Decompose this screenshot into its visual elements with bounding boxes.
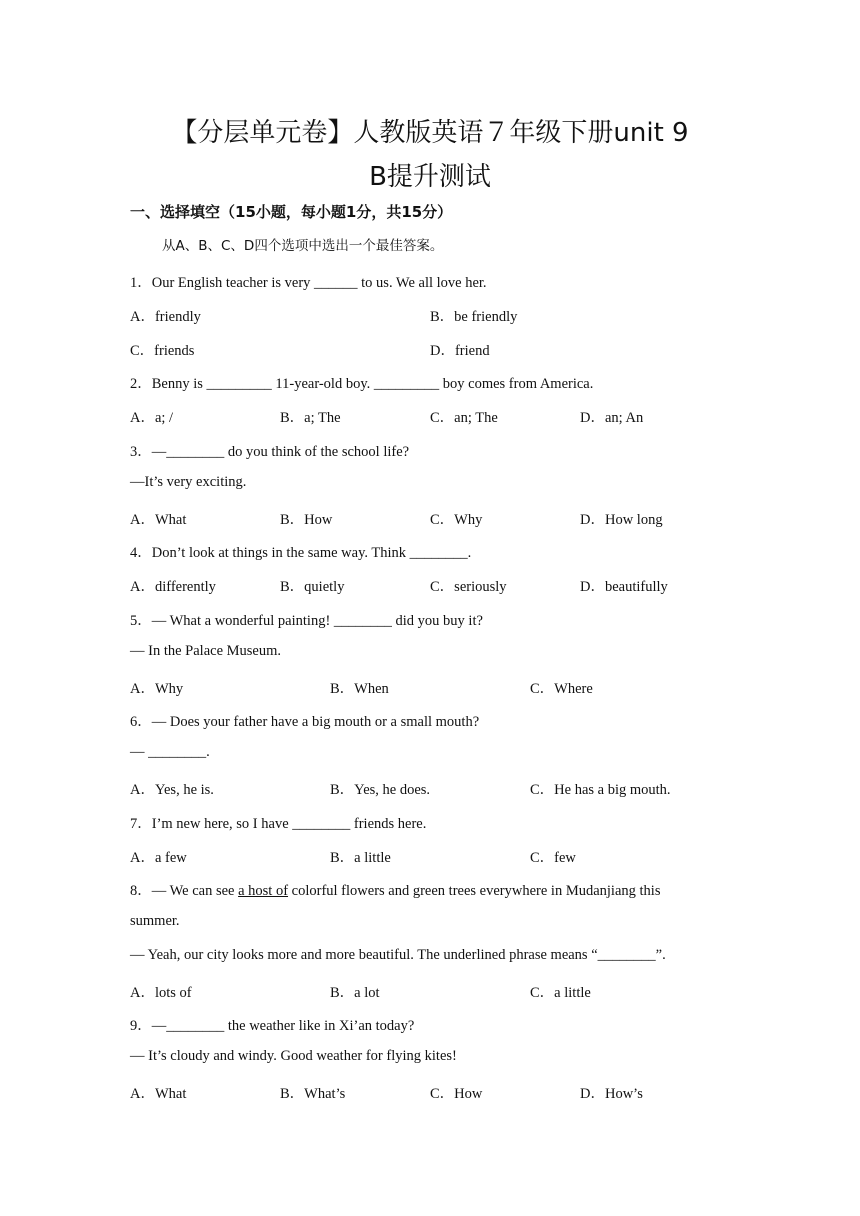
question-9-option-b: B．What’s: [280, 1086, 346, 1102]
question-5-reply: — In the Palace Museum.: [130, 643, 282, 659]
question-8-option-c: C．a little: [530, 985, 591, 1001]
question-6-option-b: B．Yes, he does.: [330, 782, 431, 798]
question-3-reply: —It’s very exciting.: [130, 474, 247, 490]
question-5-option-b: B．When: [330, 681, 389, 697]
question-6-reply: — ________.: [130, 744, 210, 760]
question-6-stem: 6．— Does your father have a big mouth or a small mouth?: [130, 714, 480, 730]
question-4-option-a: A．differently: [130, 579, 216, 595]
question-7-option-a: A．a few: [130, 850, 187, 866]
question-3-option-c: C．Why: [430, 512, 483, 528]
question-1-stem: 1．Our English teacher is very ______ to us. We all love her.: [130, 275, 487, 291]
title-line-2: B提升测试: [369, 162, 491, 192]
question-3-option-a: A．What: [130, 512, 187, 528]
title-line-1: 【分层单元卷】人教版英语７年级下册unit 9: [171, 118, 689, 148]
question-3-option-d: D．How long: [580, 512, 663, 528]
question-4-option-d: D．beautifully: [580, 579, 668, 595]
question-7-stem: 7．I’m new here, so I have ________ friends here.: [130, 816, 427, 832]
question-4-stem: 4．Don’t look at things in the same way. Think ________.: [130, 545, 472, 561]
question-9-option-c: C．How: [430, 1086, 483, 1102]
question-8-stem-continued: summer.: [130, 913, 180, 929]
question-4-option-c: C．seriously: [430, 579, 507, 595]
question-7-option-b: B．a little: [330, 850, 391, 866]
question-5-option-c: C．Where: [530, 681, 593, 697]
question-2-option-a: A．a; /: [130, 410, 174, 426]
question-7-option-c: C．few: [530, 850, 576, 866]
question-9-stem: 9．—________ the weather like in Xi’an today?: [130, 1018, 415, 1034]
question-3-option-b: B．How: [280, 512, 333, 528]
question-1-option-d: D．friend: [430, 343, 490, 359]
question-3-stem: 3．—________ do you think of the school life?: [130, 444, 410, 460]
question-1-option-a: A．friendly: [130, 309, 201, 325]
section-heading: 一、选择填空（15小题，每小题1分，共15分）: [130, 203, 453, 221]
question-2-option-c: C．an; The: [430, 410, 498, 426]
section-instruction: 从A、B、C、D四个选项中选出一个最佳答案。: [162, 238, 444, 254]
question-2-option-d: D．an; An: [580, 410, 644, 426]
question-8-stem-start: 8．— We can see: [130, 883, 239, 899]
question-2-option-b: B．a; The: [280, 410, 341, 426]
question-9-option-a: A．What: [130, 1086, 187, 1102]
underlined-phrase: a host of: [238, 883, 289, 899]
question-8-stem: [130, 879, 660, 900]
question-8-stem-end: colorful flowers and green trees everywhere in Mudanjiang this: [288, 883, 661, 899]
question-5-stem: 5．— What a wonderful painting! ________ did you buy it?: [130, 613, 483, 629]
question-8-reply: — Yeah, our city looks more and more beautiful. The underlined phrase means “________”.: [130, 947, 666, 963]
question-8-option-b: B．a lot: [330, 985, 380, 1001]
question-6-option-a: A．Yes, he is.: [130, 782, 214, 798]
question-9-reply: — It’s cloudy and windy. Good weather for flying kites!: [130, 1048, 457, 1064]
question-1-option-c: C．friends: [130, 343, 195, 359]
question-5-option-a: A．Why: [130, 681, 184, 697]
question-2-stem: 2．Benny is _________ 11-year-old boy. _________ boy comes from America.: [130, 376, 594, 392]
question-9-option-d: D．How’s: [580, 1086, 643, 1102]
question-4-option-b: B．quietly: [280, 579, 345, 595]
question-1-option-b: B．be friendly: [430, 309, 518, 325]
question-6-option-c: C．He has a big mouth.: [530, 782, 671, 798]
question-8-option-a: A．lots of: [130, 985, 192, 1001]
